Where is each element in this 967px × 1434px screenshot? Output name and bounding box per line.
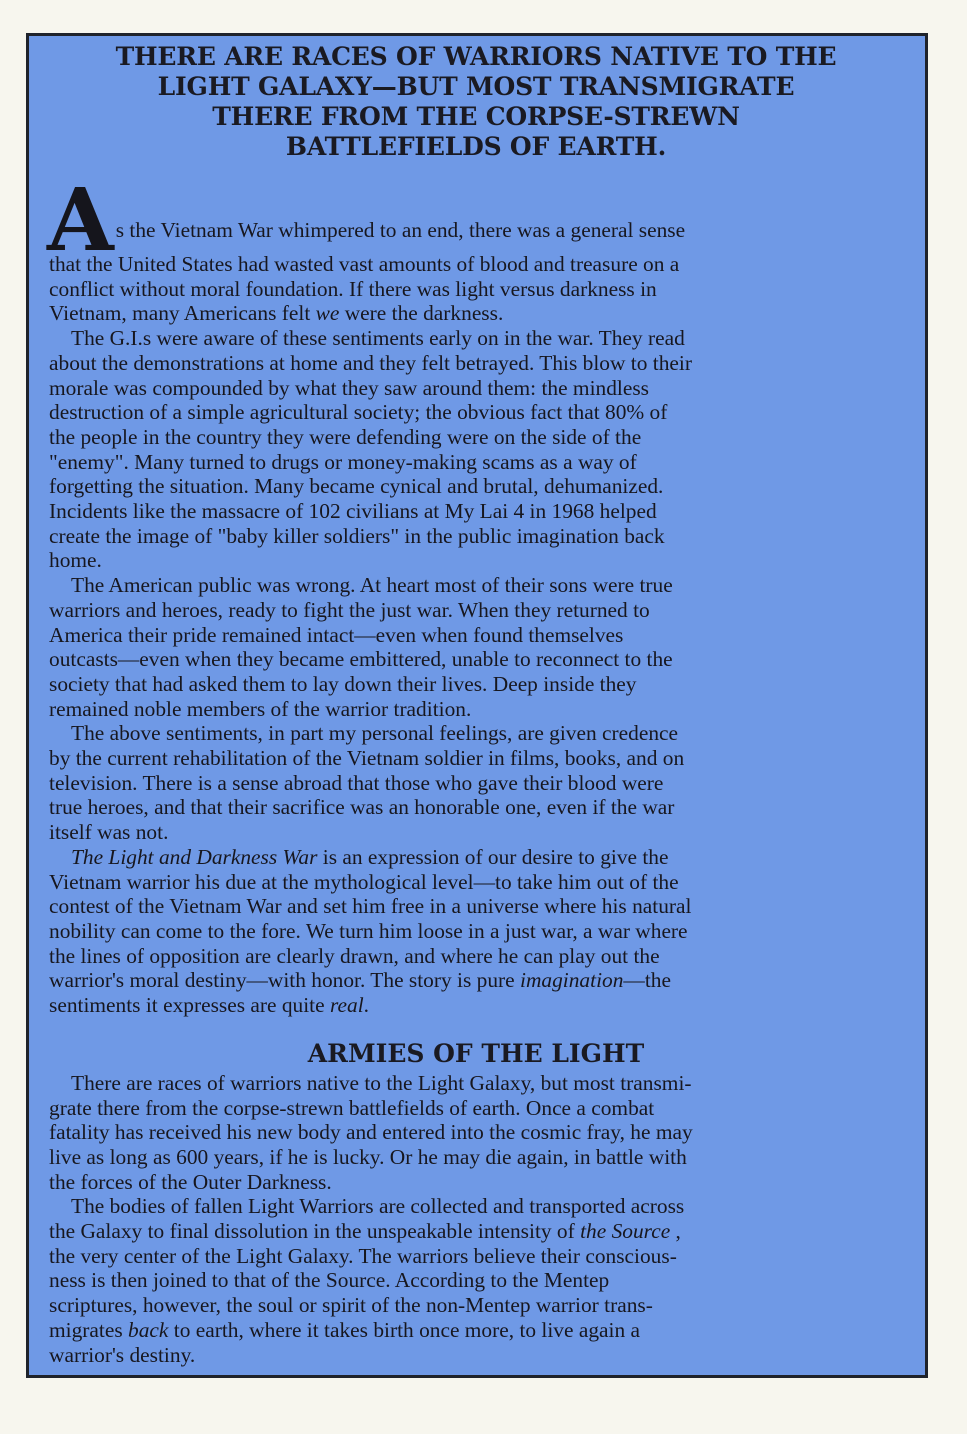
paragraph-gis — [49, 326, 903, 573]
text-line: create the image of "baby killer soldiers" in the public imagination back — [49, 523, 665, 548]
emphasis-text: imagination — [520, 968, 624, 993]
text-line: true heroes, and that their sacrifice was an honorable one, even if the war — [49, 795, 675, 820]
article-panel — [26, 33, 928, 1378]
headline-line: THERE ARE RACES OF WARRIORS NATIVE TO THE — [115, 42, 837, 71]
text-line: fatality has received his new body and entered into the cosmic fray, he may — [49, 1120, 693, 1145]
text-line: about the demonstrations at home and they felt betrayed. This blow to their — [49, 350, 692, 375]
text-line: warrior's destiny. — [49, 1342, 196, 1367]
text-line: television. There is a sense abroad that those who gave their blood were — [49, 770, 664, 795]
text-run: migrates — [49, 1317, 129, 1342]
text-line — [49, 993, 903, 1018]
drop-cap: A — [47, 170, 114, 271]
paragraph-public — [49, 573, 903, 721]
text-line — [49, 1219, 903, 1244]
text-line: ness is then joined to that of the Source. According to the Mentep — [49, 1268, 610, 1293]
text-run: warrior's moral destiny—with honor. The story is pure — [49, 968, 521, 993]
text-run: were the darkness. — [339, 301, 504, 326]
text-run: to earth, where it takes birth once more, to live again a — [168, 1317, 641, 1342]
text-run: the Galaxy to final dissolution in the unspeakable intensity of — [49, 1219, 581, 1244]
text-run: is an expression of our desire to give the — [317, 844, 669, 869]
paragraph-sentiments — [49, 721, 903, 845]
paragraph-light-darkness-war — [49, 845, 903, 1018]
text-line: Vietnam warrior his due at the mythological level—to take him out of the — [49, 869, 679, 894]
paragraph-armies-bodies — [49, 1194, 903, 1367]
text-run: Vietnam, many Americans felt — [49, 301, 316, 326]
text-line: The above sentiments, in part my personal feelings, are given credence — [71, 721, 679, 746]
emphasis-text: The Light and Darkness War — [71, 844, 318, 869]
text-line: There are races of warriors native to the Light Galaxy, but most transmi- — [71, 1070, 692, 1095]
text-line — [49, 845, 903, 870]
text-line: outcasts—even when they became embittered, unable to reconnect to the — [49, 647, 673, 672]
text-run: , — [670, 1219, 681, 1244]
headline-line: LIGHT GALAXY—BUT MOST TRANSMIGRATE — [157, 72, 795, 101]
text-line: The bodies of fallen Light Warriors are collected and transported across — [71, 1194, 685, 1219]
text-line: warriors and heroes, ready to fight the just war. When they returned to — [49, 597, 650, 622]
headline-line: BATTLEFIELDS OF EARTH. — [285, 132, 667, 161]
text-line: grate there from the corpse-strewn battlefields of earth. Once a combat — [49, 1095, 655, 1120]
text-line — [49, 968, 903, 993]
text-run: . — [363, 993, 370, 1018]
text-line: the people in the country they were defending were on the side of the — [49, 424, 642, 449]
text-line: the lines of opposition are clearly drawn, and where he can play out the — [49, 943, 660, 968]
headline-line: THERE FROM THE CORPSE-STREWN — [212, 102, 740, 131]
text-line: morale was compounded by what they saw around them: the mindless — [49, 375, 649, 400]
text-line: the forces of the Outer Darkness. — [49, 1169, 332, 1194]
text-line: the very center of the Light Galaxy. The warriors believe their conscious- — [49, 1243, 677, 1268]
text-line: contest of the Vietnam War and set him free in a universe where his natural — [49, 894, 692, 919]
text-line: The American public was wrong. At heart most of their sons were true — [71, 573, 673, 598]
text-line: forgetting the situation. Many became cynical and brutal, dehumanized. — [49, 474, 664, 499]
text-line: Incidents like the massacre of 102 civilians at My Lai 4 in 1968 helped — [49, 499, 657, 524]
emphasis-text: the Source — [580, 1219, 671, 1244]
text-line: conflict without moral foundation. If there was light versus darkness in — [49, 276, 657, 301]
article-headline — [49, 42, 903, 162]
paragraph-armies-races — [49, 1071, 903, 1195]
text-line: nobility can come to the fore. We turn him loose in a just war, a war where — [49, 918, 688, 943]
text-line: home. — [49, 548, 102, 573]
text-line — [49, 301, 903, 326]
text-line: s the Vietnam War whimpered to an end, there was a general sense — [115, 218, 686, 242]
text-run: sentiments it expresses are quite — [49, 993, 330, 1018]
text-run: —the — [623, 968, 671, 993]
text-line: The G.I.s were aware of these sentiments early on in the war. They read — [71, 326, 685, 351]
text-line: remained noble members of the warrior tradition. — [49, 696, 472, 721]
paragraph-intro — [47, 170, 903, 326]
text-line: scriptures, however, the soul or spirit of the non-Mentep warrior trans- — [49, 1293, 653, 1318]
text-line: society that had asked them to lay down their lives. Deep inside they — [49, 671, 637, 696]
text-line: that the United States had wasted vast amounts of blood and treasure on a — [49, 252, 680, 276]
emphasis-text: real — [329, 993, 364, 1018]
text-line: destruction of a simple agricultural society; the obvious fact that 80% of — [49, 400, 668, 425]
text-line: by the current rehabilitation of the Vietnam soldier in films, books, and on — [49, 746, 685, 771]
text-line: itself was not. — [49, 820, 169, 845]
text-line — [49, 1318, 903, 1343]
text-line: America their pride remained intact—even when found themselves — [49, 622, 624, 647]
article-body — [47, 170, 903, 1367]
emphasis-text: back — [128, 1317, 169, 1342]
section-heading: ARMIES OF THE LIGHT — [307, 1038, 645, 1068]
emphasis-text: we — [315, 301, 340, 326]
text-line: "enemy". Many turned to drugs or money-making scams as a way of — [49, 449, 637, 474]
text-line: live as long as 600 years, if he is lucky. Or he may die again, in battle with — [49, 1144, 687, 1169]
